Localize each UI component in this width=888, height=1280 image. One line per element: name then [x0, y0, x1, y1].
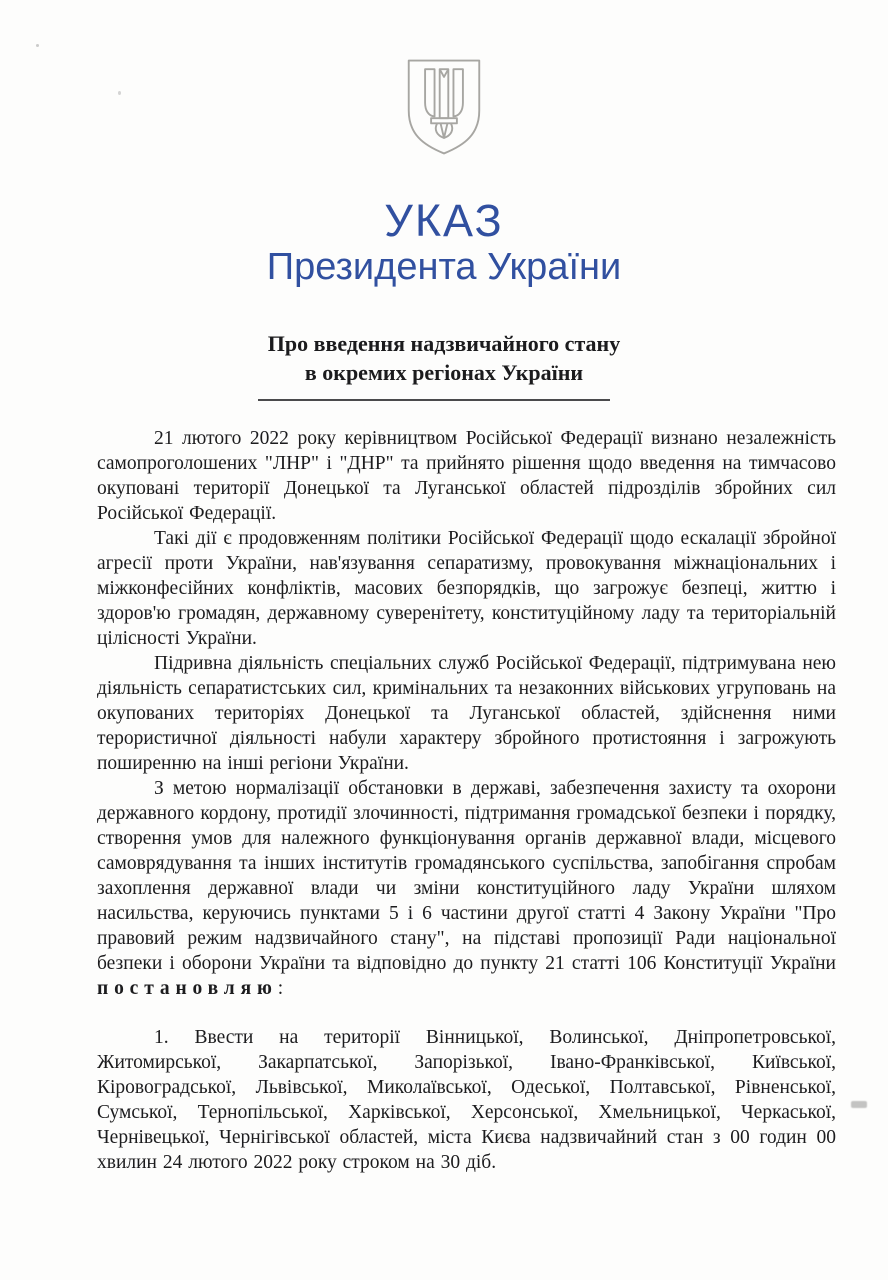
decree-title — [0, 195, 888, 289]
ukraine-coat-of-arms-icon — [401, 56, 487, 158]
paragraph-subversive: Підривна діяльність спеціальних служб Російської Федерації, підтримувана нею діяльність сепаратистських сил, кримінальних та незаконних військових угруповань на окупованих територіях Донецької та Луганської областей, здійснення ними терористичної діяльності набули характеру збройного протистояння і загрожують поширенню на інші регіони України. — [97, 652, 836, 774]
decree-subject-line1: Про введення надзвичайного стану — [267, 330, 621, 356]
decree-title-issuer: Президента України — [266, 246, 622, 288]
scan-artifact — [36, 44, 39, 47]
resolution-text: З метою нормалізації обстановки в державі, забезпечення захисту та охорони державного кордону, протидії злочинності, підтримання громадської безпеки і порядку, створення умов для належного функціонування органів державної влади, місцевого самоврядування та інших інститутів громадянського суспільства, запобігання спробам захоплення державної влади чи зміни конституційного ладу України шляхом насильства, керуючись пунктами 5 і 6 частини другої статті 4 Закону України "Про правовий режим надзвичайного стану", на підставі пропозиції Ради національної безпеки і оборони України та відповідно до пункту 21 статті 106 Конституції України — [97, 777, 836, 974]
subject-underline — [258, 399, 610, 401]
scan-artifact — [851, 1101, 867, 1108]
decree-subject — [0, 329, 888, 387]
decree-title-word: УКАЗ — [384, 195, 504, 246]
paragraph-resolution — [97, 776, 836, 1001]
scan-artifact — [118, 91, 121, 95]
paragraph-recognition: 21 лютого 2022 року керівництвом Російської Федерації визнано незалежність самопроголошених "ЛНР" і "ДНР" та прийнято рішення щодо введення на тимчасово окуповані території Донецької та Луганської областей підрозділів збройних сил Російської Федерації. — [97, 427, 836, 524]
paragraph-policy: Такі дії є продовженням політики Російської Федерації щодо ескалації збройної агресії проти України, нав'язування сепаратизму, провокування міжнаціональних і міжконфесійних конфліктів, масових безпорядків, що загрожує безпеці, життю і здоров'ю громадян, державному суверенітету, конституційному ладу та територіальній цілісності України. — [97, 527, 836, 649]
resolution-keyword: постановляю — [97, 977, 278, 999]
decree-subject-line2: в окремих регіонах України — [304, 359, 584, 385]
decree-item-1: 1. Ввести на території Вінницької, Волинської, Дніпропетровської, Житомирської, Закарпатської, Запорізької, Івано-Франківської, Київської, Кіровоградської, Львівської, Миколаївської, Одеської, Полтавської, Рівненської, Сумської, Тернопільської, Харківської, Херсонської, Хмельницької, Черкаської, Чернівецької, Чернігівської областей, міста Києва надзвичайний стан з 00 годин 00 хвилин 24 лютого 2022 року строком на 30 діб. — [97, 1026, 836, 1173]
resolution-colon: : — [277, 977, 284, 999]
decree-body — [97, 426, 836, 1175]
